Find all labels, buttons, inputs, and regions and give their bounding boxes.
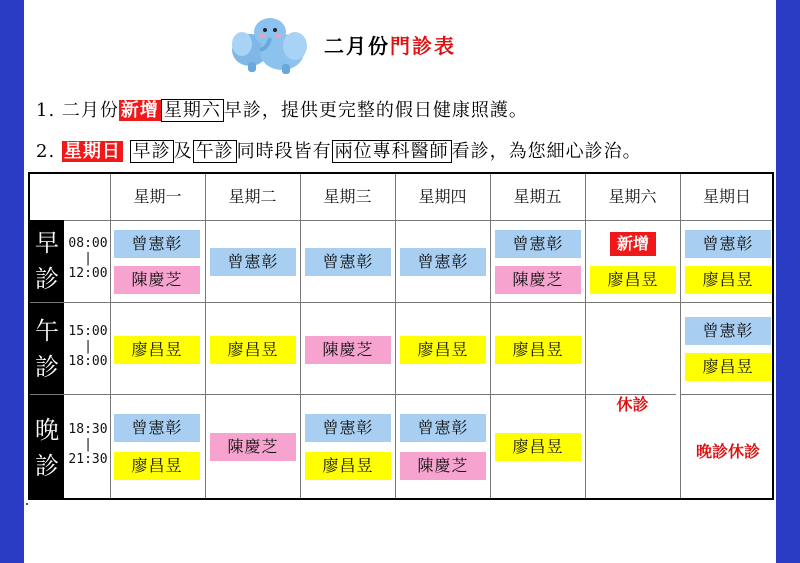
schedule-page bbox=[24, 0, 776, 563]
slot-tue-eve: 陳慶芝 bbox=[210, 433, 296, 461]
header-sat: 星期六 bbox=[608, 187, 657, 206]
schedule-table bbox=[28, 172, 774, 500]
header-tue: 星期二 bbox=[228, 187, 277, 206]
slot-wed-am: 曾憲彰 bbox=[305, 248, 391, 276]
title-highlight: 門診表 bbox=[390, 34, 456, 58]
slot-fri-am-1: 曾憲彰 bbox=[495, 230, 581, 258]
header-mon: 星期一 bbox=[133, 187, 182, 206]
slot-sun-am-2: 廖昌昱 bbox=[685, 266, 771, 294]
slot-mon-pm: 廖昌昱 bbox=[114, 336, 200, 364]
period-morning: 早 診 bbox=[30, 220, 64, 302]
header-thu: 星期四 bbox=[418, 187, 467, 206]
period-afternoon: 午 診 bbox=[30, 303, 64, 394]
slot-tue-pm: 廖昌昱 bbox=[210, 336, 296, 364]
slot-mon-am-1: 曾憲彰 bbox=[114, 230, 200, 258]
header-wed: 星期三 bbox=[323, 187, 372, 206]
slot-wed-pm: 陳慶芝 bbox=[305, 336, 391, 364]
slot-mon-eve-1: 曾憲彰 bbox=[114, 414, 200, 442]
note-2: 2. 星期日 早診 及 午診 同時段皆有 兩位專科醫師 看診，為您細心診治。 bbox=[36, 141, 642, 162]
elephant-illustration bbox=[220, 8, 310, 80]
slot-mon-eve-2: 廖昌昱 bbox=[114, 452, 200, 480]
time-morning: 08:00 | 12:00 bbox=[68, 236, 108, 281]
slot-sun-pm-1: 曾憲彰 bbox=[685, 317, 771, 345]
slot-tue-am: 曾憲彰 bbox=[210, 248, 296, 276]
slot-thu-am: 曾憲彰 bbox=[400, 248, 486, 276]
note-1: 1. 二月份 新增 星期六 早診，提供更完整的假日健康照護。 bbox=[36, 100, 528, 121]
header-sun: 星期日 bbox=[702, 187, 751, 206]
slot-thu-eve-1: 曾憲彰 bbox=[400, 414, 486, 442]
page-title: 二月份門診表 bbox=[324, 34, 456, 58]
slot-sun-pm-2: 廖昌昱 bbox=[685, 353, 771, 381]
header-fri: 星期五 bbox=[513, 187, 562, 206]
sat-closed: 休診 bbox=[616, 395, 649, 414]
slot-sun-am-1: 曾憲彰 bbox=[685, 230, 771, 258]
new-badge: 新增 bbox=[120, 100, 159, 121]
slot-wed-eve-1: 曾憲彰 bbox=[305, 414, 391, 442]
slot-fri-am-2: 陳慶芝 bbox=[495, 266, 581, 294]
time-afternoon: 15:00 | 18:00 bbox=[68, 324, 108, 369]
slot-wed-eve-2: 廖昌昱 bbox=[305, 452, 391, 480]
stray-dot bbox=[26, 503, 28, 505]
period-evening: 晚 診 bbox=[30, 395, 64, 500]
slot-thu-pm: 廖昌昱 bbox=[400, 336, 486, 364]
slot-mon-am-2: 陳慶芝 bbox=[114, 266, 200, 294]
sun-evening-closed: 晚診休診 bbox=[695, 442, 760, 461]
slot-sat-am: 廖昌昱 bbox=[590, 266, 676, 294]
slot-fri-eve: 廖昌昱 bbox=[495, 433, 581, 461]
slot-thu-eve-2: 陳慶芝 bbox=[400, 452, 486, 480]
slot-fri-pm: 廖昌昱 bbox=[495, 336, 581, 364]
time-evening: 18:30 | 21:30 bbox=[68, 422, 108, 467]
sunday-badge: 星期日 bbox=[63, 141, 121, 162]
sat-new-badge: 新增 bbox=[610, 232, 656, 256]
boxed-saturday: 星期六 bbox=[161, 99, 224, 122]
